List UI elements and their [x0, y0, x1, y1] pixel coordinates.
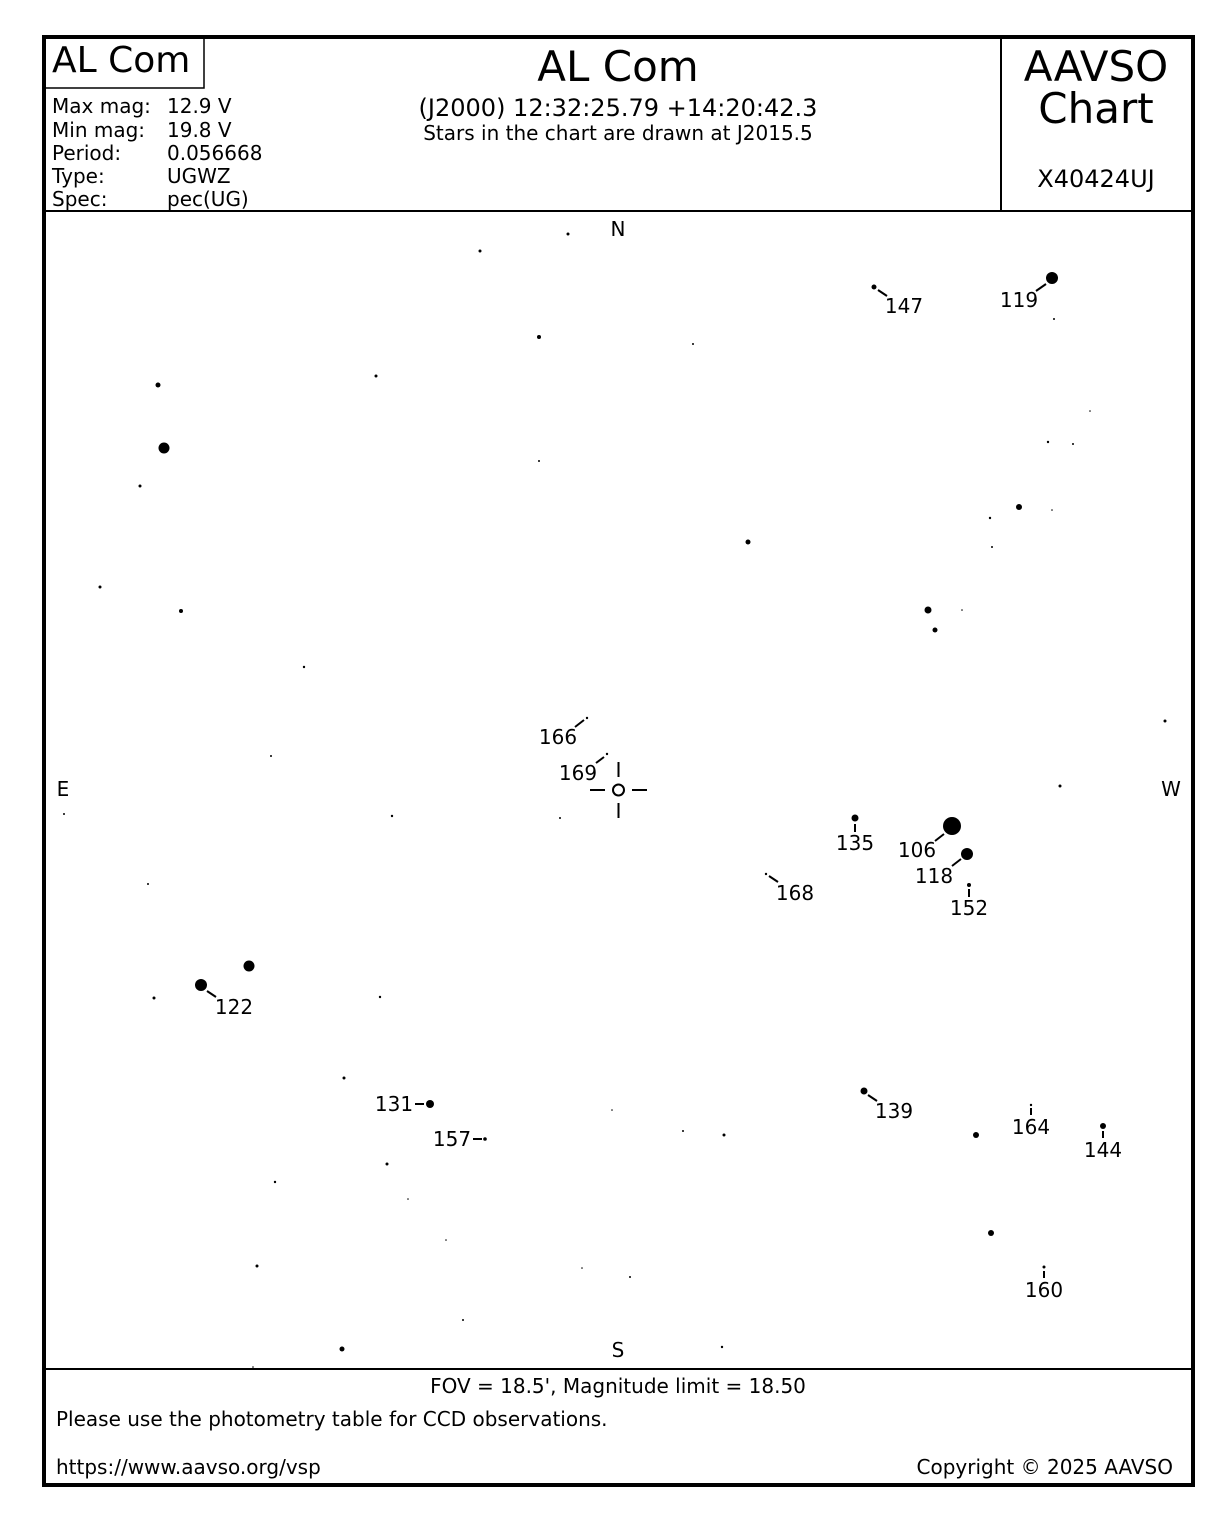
- field-star: [1089, 410, 1091, 412]
- field-star: [303, 666, 305, 668]
- field-star: [567, 233, 570, 236]
- field-star: [407, 1198, 409, 1200]
- field-star: [973, 1132, 979, 1138]
- comparison-label: 122: [214, 995, 254, 1019]
- field-star: [692, 343, 694, 345]
- comparison-star-122: [195, 979, 253, 1019]
- field-star: [244, 961, 255, 972]
- field-star: [1016, 504, 1022, 510]
- field-star: [270, 755, 272, 757]
- field-star: [274, 1181, 276, 1183]
- epoch-note: Stars in the chart are drawn at J2015.5: [423, 121, 813, 145]
- field-star: [147, 883, 149, 885]
- field-star: [989, 517, 991, 519]
- info-label: Max mag:: [52, 94, 151, 118]
- field-star: [629, 1276, 631, 1278]
- field-star: [252, 1366, 254, 1368]
- comparison-star-106: [898, 817, 961, 862]
- field-star: [933, 628, 938, 633]
- comparison-star-157: [433, 1127, 487, 1151]
- info-label: Period:: [52, 141, 122, 165]
- field-star: [991, 546, 993, 548]
- comparison-label: 139: [874, 1099, 914, 1123]
- compass-east: E: [56, 777, 70, 801]
- comparison-star-152: [950, 883, 988, 920]
- field-star: [63, 813, 65, 815]
- info-label: Spec:: [52, 187, 108, 211]
- chart-border: [44, 37, 1193, 1485]
- info-value: UGWZ: [167, 164, 231, 188]
- star-name-box-label: AL Com: [52, 40, 191, 81]
- comparison-label: 144: [1083, 1138, 1123, 1162]
- comparison-label: 106: [897, 838, 937, 862]
- info-value: 0.056668: [167, 141, 263, 165]
- chart-title: AL Com: [537, 42, 699, 91]
- comparison-label: 119: [999, 288, 1039, 312]
- comparison-label: 118: [914, 864, 954, 888]
- compass-south: S: [611, 1338, 625, 1362]
- field-star: [179, 609, 183, 613]
- star-info-table: [51, 94, 262, 211]
- comparison-label: 152: [949, 896, 989, 920]
- ccd-note: Please use the photometry table for CCD observations.: [56, 1407, 608, 1431]
- info-label: Min mag:: [52, 118, 146, 142]
- field-star: [386, 1163, 389, 1166]
- info-value: 19.8 V: [167, 118, 232, 142]
- field-star: [723, 1134, 726, 1137]
- chart-coordinates: (J2000) 12:32:25.79 +14:20:42.3: [418, 94, 818, 122]
- comparison-label: 147: [884, 294, 924, 318]
- chart-id: X40424UJ: [1037, 165, 1155, 193]
- field-star: [1164, 720, 1167, 723]
- field-star: [1051, 509, 1053, 511]
- comparison-star-168: [765, 873, 814, 905]
- field-star: [159, 443, 170, 454]
- comparison-star-144: [1084, 1123, 1122, 1162]
- comparison-star-147: [872, 285, 924, 319]
- field-star: [391, 815, 393, 817]
- comparison-stars: [195, 272, 1122, 1302]
- field-star: [682, 1130, 684, 1132]
- comparison-label: 169: [558, 761, 598, 785]
- comparison-label: 164: [1011, 1115, 1051, 1139]
- info-value: pec(UG): [167, 187, 249, 211]
- comparison-star-164: [1012, 1104, 1050, 1139]
- comparison-label: 131: [374, 1092, 414, 1116]
- field-star: [1072, 443, 1074, 445]
- field-star: [156, 383, 161, 388]
- field-star: [537, 335, 541, 339]
- field-star: [611, 1109, 613, 1111]
- field-star: [721, 1346, 723, 1348]
- comparison-star-166: [539, 717, 588, 749]
- info-label: Type:: [52, 164, 105, 188]
- field-star: [445, 1239, 447, 1241]
- comparison-star-135: [836, 815, 874, 856]
- field-star: [479, 250, 482, 253]
- comparison-star-131: [375, 1092, 434, 1116]
- fov-note: FOV = 18.5', Magnitude limit = 18.50: [430, 1374, 806, 1398]
- info-value: 12.9 V: [167, 94, 232, 118]
- field-star: [340, 1347, 345, 1352]
- field-star: [256, 1265, 259, 1268]
- field-stars: [63, 233, 1167, 1368]
- target-reticle: [590, 762, 647, 818]
- comparison-label: 157: [432, 1127, 472, 1151]
- comparison-label: 166: [538, 725, 578, 749]
- field-star: [961, 609, 963, 611]
- comparison-star-160: [1025, 1266, 1063, 1303]
- field-star: [581, 1267, 583, 1269]
- field-star: [925, 607, 932, 614]
- comparison-label: 135: [835, 831, 875, 855]
- field-star: [1047, 441, 1049, 443]
- field-star: [99, 586, 102, 589]
- field-star: [153, 997, 156, 1000]
- compass-west: W: [1161, 777, 1181, 801]
- field-star: [746, 540, 751, 545]
- compass-north: N: [610, 217, 626, 241]
- vsp-url: https://www.aavso.org/vsp: [56, 1455, 321, 1479]
- comparison-label: 168: [775, 881, 815, 905]
- chart-label: Chart: [1038, 84, 1154, 133]
- comparison-star-119: [1000, 272, 1058, 312]
- field-star: [379, 996, 381, 998]
- field-star: [1059, 785, 1062, 788]
- comparison-label: 160: [1024, 1278, 1064, 1302]
- aavso-label: AAVSO: [1023, 42, 1169, 91]
- field-star: [139, 485, 142, 488]
- field-star: [343, 1077, 346, 1080]
- field-star: [988, 1230, 994, 1236]
- field-star: [462, 1319, 464, 1321]
- copyright: Copyright © 2025 AAVSO: [916, 1455, 1173, 1479]
- field-star: [375, 375, 378, 378]
- field-star: [538, 460, 540, 462]
- comparison-star-139: [861, 1088, 914, 1124]
- field-star: [1053, 318, 1055, 320]
- comparison-star-169: [559, 753, 608, 785]
- field-star: [559, 817, 561, 819]
